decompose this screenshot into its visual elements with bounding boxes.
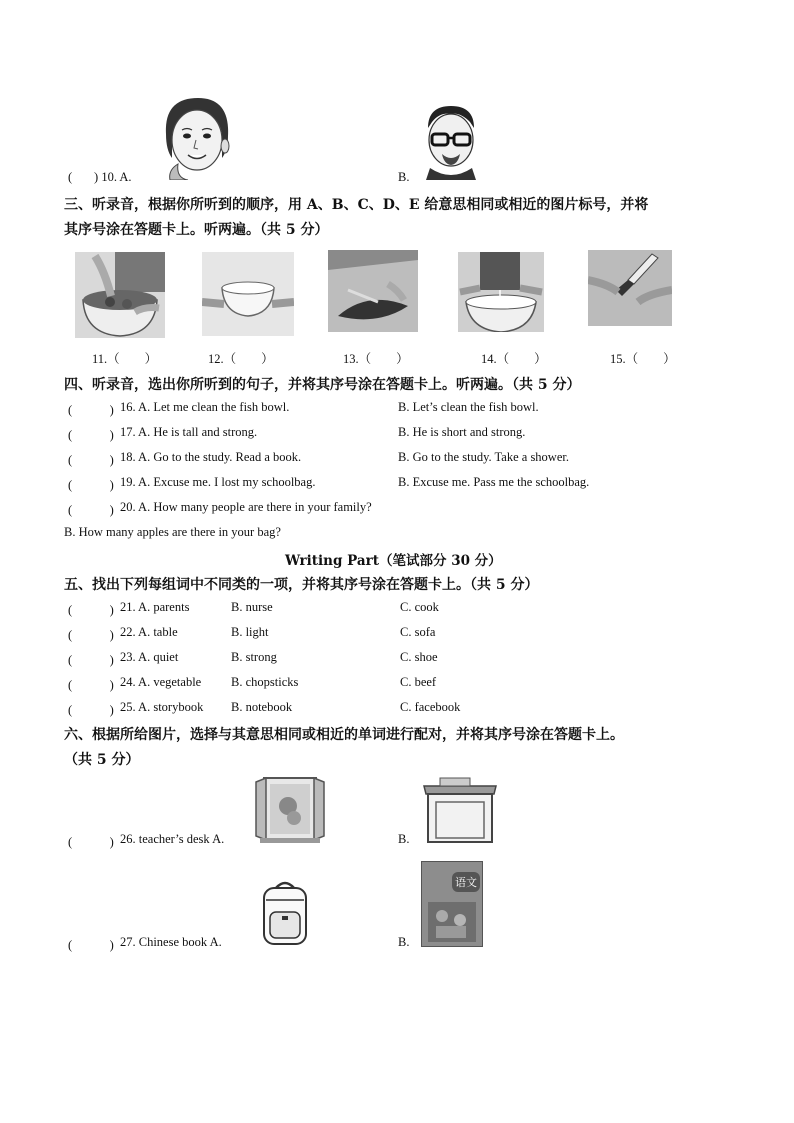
q18-paren[interactable]: ( ) [68,453,114,467]
q17-option-b: B. He is short and strong. [398,425,526,439]
q17-paren[interactable]: ( ) [68,428,114,442]
bowl-picture[interactable] [202,252,294,336]
q14-label[interactable]: 14.（ ） [481,352,547,366]
q21-option-b: B. nurse [231,600,273,614]
q22-option-a: 22. A. table [120,625,178,639]
q26-paren[interactable]: ( ) [68,835,114,849]
q27-paren[interactable]: ( ) [68,938,114,952]
q12-label[interactable]: 12.（ ） [208,352,274,366]
q25-option-a: 25. A. storybook [120,700,204,714]
teachers-desk-picture[interactable] [420,774,500,844]
q25-paren[interactable]: ( ) [68,703,114,717]
q23-option-c: C. shoe [400,650,438,664]
girl-face-picture[interactable] [158,94,236,180]
q23-paren[interactable]: ( ) [68,653,114,667]
writing-part-title: Writing Part（笔试部分 30 分） [285,553,502,569]
q24-option-a: 24. A. vegetable [120,675,202,689]
q24-option-b: B. chopsticks [231,675,299,689]
section5-heading: 五、找出下列每组词中不同类的一项，并将其序号涂在答题卡上。（共 5 分） [64,577,539,593]
q25-option-b: B. notebook [231,700,293,714]
q19-option-a: 19. A. Excuse me. I lost my schoolbag. [120,475,316,489]
pouring-picture[interactable] [458,252,544,332]
q22-option-b: B. light [231,625,269,639]
q10-row [68,170,132,185]
q15-label[interactable]: 15.（ ） [610,352,676,366]
q21-paren[interactable]: ( ) [68,603,114,617]
q23-option-b: B. strong [231,650,277,664]
q26-text: 26. teacher’s desk A. [120,832,225,846]
q23-option-a: 23. A. quiet [120,650,179,664]
section3-heading-line1: 三、听录音，根据你所听到的顺序，用 A、B、C、D、E 给意思相同或相近的图片标号，并将 [64,197,649,213]
q24-paren[interactable]: ( ) [68,678,114,692]
q16-option-b: B. Let’s clean the fish bowl. [398,400,539,414]
section6-heading-line2: （共 5 分） [64,752,140,768]
mixing-bowl-picture[interactable] [75,252,165,338]
q24-option-c: C. beef [400,675,437,689]
q20-option-b: B. How many apples are there in your bag? [64,525,281,539]
q22-paren[interactable]: ( ) [68,628,114,642]
man-glasses-picture[interactable] [420,102,482,180]
section4-heading: 四、听录音，选出你所听到的句子，并将其序号涂在答题卡上。听两遍。（共 5 分） [64,377,581,393]
q10-number: 10. A. [101,170,132,184]
q27-option-b: B. [398,935,410,949]
q21-option-c: C. cook [400,600,439,614]
q19-paren[interactable]: ( ) [68,478,114,492]
q19-option-b: B. Excuse me. Pass me the schoolbag. [398,475,590,489]
q17-option-a: 17. A. He is tall and strong. [120,425,258,439]
backpack-picture[interactable] [256,878,314,946]
q21-option-a: 21. A. parents [120,600,190,614]
q11-label[interactable]: 11.（ ） [92,352,158,366]
q16-option-a: 16. A. Let me clean the fish bowl. [120,400,290,414]
q26-option-b: B. [398,832,410,846]
book-cover-title: 语文 [452,872,480,892]
answer-paren[interactable]: ( ) [68,170,99,184]
q25-option-c: C. facebook [400,700,461,714]
q18-option-a: 18. A. Go to the study. Read a book. [120,450,302,464]
q10-option-b: B. [398,170,410,184]
q22-option-c: C. sofa [400,625,436,639]
q27-text: 27. Chinese book A. [120,935,222,949]
knife-picture[interactable] [588,250,672,326]
q20-option-a: 20. A. How many people are there in your family? [120,500,372,514]
q20-paren[interactable]: ( ) [68,503,114,517]
chinese-book-picture[interactable] [421,861,483,947]
q16-paren[interactable]: ( ) [68,403,114,417]
window-picture[interactable] [254,774,326,844]
section6-heading-line1: 六、根据所给图片，选择与其意思相同或相近的单词进行配对，并将其序号涂在答题卡上。 [64,727,624,743]
q18-option-b: B. Go to the study. Take a shower. [398,450,569,464]
fish-cutting-picture[interactable] [328,250,418,332]
section3-heading-line2: 其序号涂在答题卡上。听两遍。（共 5 分） [64,222,329,238]
q13-label[interactable]: 13.（ ） [343,352,409,366]
